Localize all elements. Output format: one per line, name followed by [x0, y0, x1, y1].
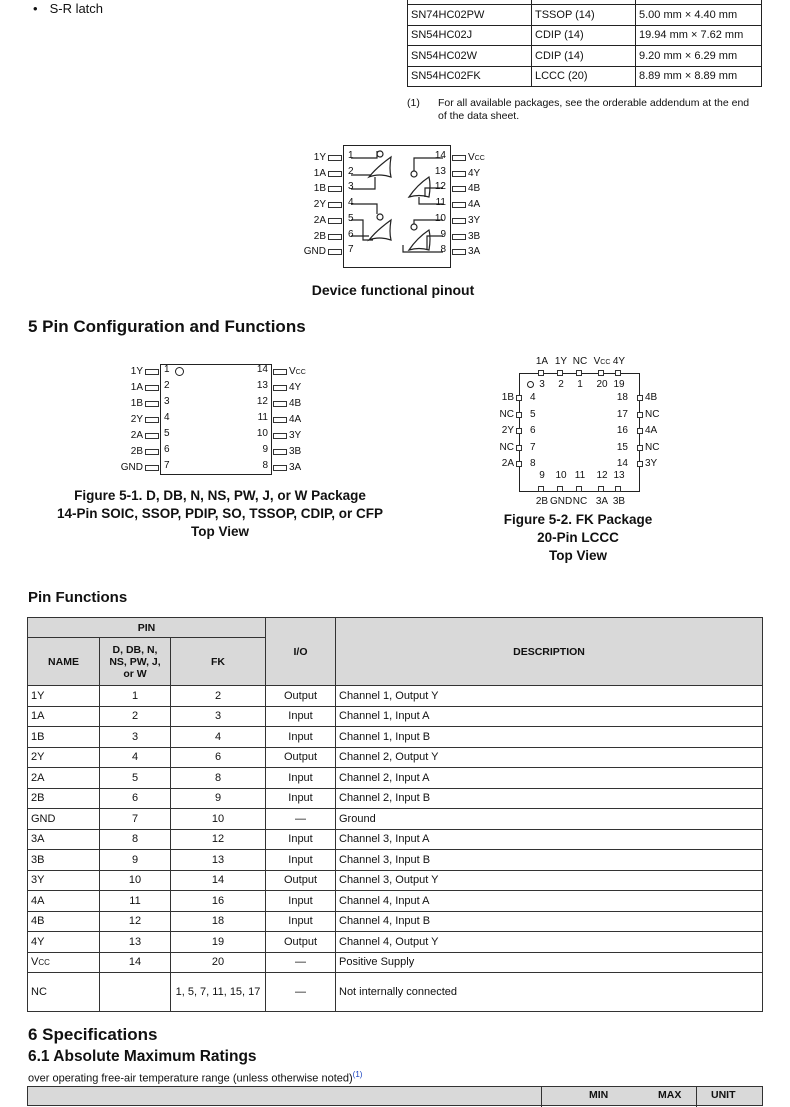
table-cell: 3 — [100, 727, 171, 748]
pin-pad — [516, 445, 522, 451]
pin-name-label: 1Y — [313, 152, 326, 163]
package-cell: SN54HC02J — [408, 25, 532, 45]
pin-number: 7 — [530, 441, 536, 453]
table-cell: Input — [266, 706, 336, 727]
package-row — [408, 25, 762, 45]
pin-name-label: 4Y — [612, 356, 626, 367]
pin-pad — [557, 486, 563, 492]
pin-lead — [452, 249, 466, 255]
table-cell: 1B — [28, 727, 100, 748]
table-cell: 3B — [28, 850, 100, 871]
pin-pad — [637, 428, 643, 434]
table-cell: 1, 5, 7, 11, 15, 17 — [171, 973, 266, 1012]
pin-lead — [273, 369, 287, 375]
pin-name-label: GND — [550, 496, 573, 507]
pin-name-label: 2A — [313, 214, 326, 226]
pin-number: 4 — [530, 392, 536, 403]
table-cell: 3A — [28, 829, 100, 850]
pin-lead — [328, 202, 342, 208]
package-cell: 5.00 mm × 4.40 mm — [636, 5, 762, 25]
pin-lead — [273, 433, 287, 439]
pin-number: 15 — [616, 441, 628, 453]
table-cell: Channel 2, Output Y — [336, 747, 763, 768]
pin-name-label: 4B — [468, 183, 481, 195]
table-cell: 2Y — [28, 747, 100, 768]
pin-lead — [145, 369, 159, 375]
pin-number: 3 — [348, 181, 354, 193]
table-cell: Output — [266, 870, 336, 891]
pin-lead — [273, 465, 287, 471]
package-cell: 8.89 mm × 8.89 mm — [636, 66, 762, 86]
package-table — [407, 0, 762, 87]
pin-lead — [452, 202, 466, 208]
table-cell: Ground — [336, 809, 763, 830]
pin-pad — [637, 395, 643, 401]
pin-functions-table: PIN I/O DESCRIPTION NAME D, DB, N, NS, PW, J, or W FK 1Y 1 2 Output Channel 1, Output Y 1A 2 3 Input Channel 1, Input A 1B 3 4 Input Channel 1, Input B 2Y 4 6 Output Channel 2, Output Y 2A 5 8 Input Channel 2, Input A 2B 6 9 Input Channel 2, Input B GND 7 10 — Ground 3A 8 12 Input Channel 3, Input A 3B 9 13 Input Channel 3, Input B 3Y 10 14 Output Channel 3, Output Y 4A 11 16 Input Channel 4, Input A 4B 12 18 Input Channel 4, Input B 4Y 13 19 Output Channel 4, Output Y VCC 14 20 — Positive Supply NC 1, 5, 7, 11, 15, 17 — Not internally connected — [27, 617, 763, 1012]
table-cell: Input — [266, 788, 336, 809]
bullet-item: • S-R latch — [33, 1, 104, 16]
caption-line: Figure 5-2. FK Package — [503, 512, 653, 527]
table-cell: 6 — [100, 788, 171, 809]
table-cell: Input — [266, 891, 336, 912]
pin-pad — [637, 412, 643, 418]
table-cell: 16 — [171, 891, 266, 912]
pin-number: 20 — [596, 379, 608, 390]
pin-number: 17 — [616, 408, 628, 420]
pin-number: 16 — [616, 425, 628, 436]
table-cell: 1Y — [28, 686, 100, 707]
pin-name-label: 3Y — [645, 458, 658, 469]
table-cell: Input — [266, 911, 336, 932]
pin-number: 5 — [530, 408, 536, 420]
pin-number: 11 — [435, 197, 446, 209]
pin-number: 8 — [530, 458, 536, 469]
pin-name-label: 3A — [595, 496, 609, 507]
pin-name-label: 2Y — [313, 199, 326, 211]
caption-line: Top View — [548, 548, 607, 563]
pin-name-label: GND — [303, 246, 326, 258]
pin-number: 5 — [348, 212, 354, 224]
pin-name-label: 4A — [468, 199, 481, 211]
functional-pinout-caption: Device functional pinout — [311, 282, 475, 298]
package-row — [408, 66, 762, 86]
pin-name-label: 2B — [130, 446, 143, 457]
table-cell: 11 — [100, 891, 171, 912]
pin-lead — [328, 249, 342, 255]
table-cell: 9 — [171, 788, 266, 809]
pin-number: 7 — [164, 460, 170, 471]
table-row — [28, 891, 763, 912]
pin-number: 13 — [613, 470, 625, 481]
table-cell: 1A — [28, 706, 100, 727]
table-cell: 10 — [171, 809, 266, 830]
table-cell: VCC — [28, 952, 100, 973]
pin-number: 8 — [440, 244, 446, 256]
pin-lead — [452, 186, 466, 192]
pin-pad — [538, 370, 544, 376]
pin-lead — [145, 449, 159, 455]
pin-number: 5 — [164, 428, 170, 439]
table-cell: NC — [28, 973, 100, 1012]
pin-lead — [145, 433, 159, 439]
pin-pad — [516, 412, 522, 418]
pin-number: 14 — [256, 364, 268, 375]
pin-name-label: 4Y — [468, 167, 481, 179]
pin-lead — [328, 171, 342, 177]
table-cell: Input — [266, 768, 336, 789]
pin-lead — [273, 449, 287, 455]
pin-name-label: 1B — [313, 183, 326, 195]
pin-number: 4 — [164, 412, 170, 423]
table-cell — [100, 973, 171, 1012]
pin-number: 2 — [164, 380, 170, 391]
pin-number: 19 — [613, 379, 625, 390]
table-row — [28, 768, 763, 789]
pin-name-label: 4A — [289, 414, 302, 425]
pin-lead — [145, 385, 159, 391]
pin-name-label: 4Y — [289, 382, 302, 393]
pin-number: 12 — [434, 181, 446, 193]
table-cell: 14 — [100, 952, 171, 973]
pin-number: 8 — [262, 460, 268, 471]
table-cell: 2A — [28, 768, 100, 789]
package-cell: 19.94 mm × 7.62 mm — [636, 25, 762, 45]
table-cell: Channel 3, Output Y — [336, 870, 763, 891]
table-cell: Channel 4, Output Y — [336, 932, 763, 953]
pin-number: 18 — [616, 392, 628, 403]
pin-number: 11 — [574, 470, 586, 481]
pin-number: 13 — [256, 380, 268, 391]
table-row — [28, 747, 763, 768]
table-row — [28, 973, 763, 1012]
pin-name-label: 4A — [645, 425, 658, 436]
table-cell: 13 — [171, 850, 266, 871]
table-cell: 9 — [100, 850, 171, 871]
table-cell: 5 — [100, 768, 171, 789]
pin-number: 12 — [596, 470, 608, 481]
table-cell: 4B — [28, 911, 100, 932]
table-cell: 4A — [28, 891, 100, 912]
table-cell: GND — [28, 809, 100, 830]
table-row — [28, 809, 763, 830]
pin-number: 7 — [348, 244, 354, 256]
pin-number: 6 — [530, 425, 536, 436]
table-cell: 18 — [171, 911, 266, 932]
pin-lead — [145, 465, 159, 471]
pin-number: 9 — [262, 444, 268, 455]
table-row — [28, 911, 763, 932]
table-cell: Channel 4, Input A — [336, 891, 763, 912]
pin-name-label: 3A — [468, 246, 481, 258]
figure-5-2-caption — [478, 511, 678, 565]
pin-name-label: NC — [572, 356, 588, 367]
table-row — [28, 850, 763, 871]
table-cell: Positive Supply — [336, 952, 763, 973]
table-cell: Output — [266, 686, 336, 707]
pin-name-label: 1B — [501, 392, 514, 403]
table-cell: 14 — [171, 870, 266, 891]
table-row — [28, 952, 763, 973]
pin-name-label: 3A — [289, 462, 302, 473]
table-cell: 4 — [100, 747, 171, 768]
pin-pad — [576, 370, 582, 376]
package-cell: SN54HC02FK — [408, 66, 532, 86]
table-cell: Channel 2, Input A — [336, 768, 763, 789]
caption-line: Top View — [190, 524, 249, 539]
table-cell: Input — [266, 727, 336, 748]
pin-number: 9 — [440, 228, 446, 240]
pin-number: 10 — [256, 428, 268, 439]
table-cell: 19 — [171, 932, 266, 953]
pin-number: 14 — [616, 458, 628, 469]
pin-name-label: NC — [645, 408, 660, 420]
bullet-icon: • — [33, 1, 38, 16]
table-row — [28, 686, 763, 707]
pin-pad — [615, 486, 621, 492]
table-cell: Channel 3, Input B — [336, 850, 763, 871]
pin-lead — [328, 186, 342, 192]
pin-lead — [145, 417, 159, 423]
pin-pad — [557, 370, 563, 376]
table-cell: 2 — [171, 686, 266, 707]
table-cell: 10 — [100, 870, 171, 891]
pin-number: 6 — [164, 444, 170, 455]
pin-name-label: 2Y — [501, 425, 514, 436]
caption-line: Figure 5-1. D, DB, N, NS, PW, J, or W Package — [74, 488, 366, 503]
table-cell: 4 — [171, 727, 266, 748]
table-cell: 3Y — [28, 870, 100, 891]
pin-number: 1 — [164, 364, 170, 375]
pin-lead — [328, 218, 342, 224]
pin-number: 4 — [348, 197, 354, 209]
pin-number: 3 — [164, 396, 170, 407]
table-cell: 3 — [171, 706, 266, 727]
pin-lead — [273, 417, 287, 423]
table-cell: 2 — [100, 706, 171, 727]
table-cell: Input — [266, 829, 336, 850]
ratings-table-header: MIN MAX UNIT — [27, 1086, 763, 1106]
table-cell: 8 — [100, 829, 171, 850]
table-cell: Channel 3, Input A — [336, 829, 763, 850]
table-cell: 8 — [171, 768, 266, 789]
pin-lead — [452, 234, 466, 240]
caption-line: 20-Pin LCCC — [537, 530, 619, 545]
pin-name-label: VCC — [289, 366, 306, 377]
table-cell: 6 — [171, 747, 266, 768]
pin-name-label: 1A — [535, 356, 549, 367]
table-row — [28, 829, 763, 850]
pin-pad — [576, 486, 582, 492]
pin-number: 1 — [348, 150, 354, 161]
figure-5-1-caption — [10, 487, 430, 541]
table-cell: Channel 4, Input B — [336, 911, 763, 932]
table-cell: Channel 2, Input B — [336, 788, 763, 809]
pin-name-label: 3B — [289, 446, 302, 457]
pin-name-label: VCC — [468, 152, 485, 163]
package-row — [408, 5, 762, 25]
package-cell: CDIP (14) — [532, 46, 636, 66]
pin-pad — [516, 428, 522, 434]
section-5-heading: 5 Pin Configuration and Functions — [28, 317, 306, 336]
pin-name-label: 1Y — [130, 366, 143, 377]
pin-name-label: 2B — [535, 496, 549, 507]
pin-name-label: NC — [645, 441, 660, 453]
pin-name-label: VCC — [593, 356, 611, 367]
pin-lead — [328, 234, 342, 240]
package-cell: CDIP (14) — [532, 25, 636, 45]
pin-pad — [516, 395, 522, 401]
table-cell: Output — [266, 747, 336, 768]
pin-name-label: 1A — [313, 167, 326, 179]
pin-name-label: NC — [499, 441, 514, 453]
pin-name-label: 1B — [130, 398, 143, 409]
table-cell: 20 — [171, 952, 266, 973]
pin-pad — [615, 370, 621, 376]
table-cell: Input — [266, 850, 336, 871]
table-row — [28, 932, 763, 953]
section-6-heading: 6 Specifications — [28, 1025, 158, 1044]
package-cell: SN74HC02PW — [408, 5, 532, 25]
pin-lead — [328, 155, 342, 161]
pin-pad — [516, 461, 522, 467]
table-cell: Channel 1, Output Y — [336, 686, 763, 707]
table-cell: — — [266, 809, 336, 830]
pin-lead — [273, 385, 287, 391]
pin-name-label: 4B — [645, 392, 658, 403]
pin1-marker-icon — [175, 367, 184, 376]
pin-number: 1 — [577, 379, 583, 390]
pin-name-label: 2A — [501, 458, 514, 469]
table-row — [28, 788, 763, 809]
table-cell: 2B — [28, 788, 100, 809]
pin-pad — [637, 445, 643, 451]
package-cell: 9.20 mm × 6.29 mm — [636, 46, 762, 66]
package-footnote: (1) For all available packages, see the orderable addendum at the end of the data sheet. — [407, 97, 750, 122]
table-cell: — — [266, 973, 336, 1012]
pin-name-label: 2A — [130, 430, 143, 441]
table-cell: Channel 1, Input B — [336, 727, 763, 748]
pin-lead — [452, 218, 466, 224]
pin-number: 14 — [434, 150, 446, 161]
section-6-1-heading: 6.1 Absolute Maximum Ratings — [28, 1048, 257, 1065]
table-cell: 1 — [100, 686, 171, 707]
pin-number: 9 — [539, 470, 545, 481]
pin-name-label: NC — [499, 408, 514, 420]
pin-lead — [145, 401, 159, 407]
table-cell: 13 — [100, 932, 171, 953]
package-row — [408, 46, 762, 66]
pin-number: 2 — [348, 165, 354, 177]
table-cell: — — [266, 952, 336, 973]
pin-name-label: GND — [120, 462, 143, 473]
pin-pad — [538, 486, 544, 492]
pin-number: 2 — [558, 379, 564, 390]
pin-pad — [598, 370, 604, 376]
pin-number: 12 — [256, 396, 268, 407]
table-row — [28, 727, 763, 748]
pin-name-label: 4B — [289, 398, 302, 409]
caption-line: 14-Pin SOIC, SSOP, PDIP, SO, TSSOP, CDIP, or CFP — [56, 506, 384, 521]
table-row — [28, 706, 763, 727]
package-cell: LCCC (20) — [532, 66, 636, 86]
table-cell: 12 — [171, 829, 266, 850]
pin-lead — [452, 171, 466, 177]
table-cell: Not internally connected — [336, 973, 763, 1012]
pin-pad — [598, 486, 604, 492]
pin-pad — [637, 461, 643, 467]
pin-number: 11 — [257, 412, 268, 423]
pin-functions-title: Pin Functions — [28, 589, 128, 606]
pin-name-label: NC — [572, 496, 588, 507]
pin-name-label: 2Y — [130, 414, 143, 425]
pin-number: 13 — [434, 165, 446, 177]
pin-name-label: 1Y — [554, 356, 568, 367]
pin-number: 10 — [434, 212, 446, 224]
pin-lead — [452, 155, 466, 161]
pin-name-label: 3B — [468, 230, 481, 242]
pin-number: 6 — [348, 228, 354, 240]
table-cell: Channel 1, Input A — [336, 706, 763, 727]
package-cell: TSSOP (14) — [532, 5, 636, 25]
table-cell: Output — [266, 932, 336, 953]
table-cell: 7 — [100, 809, 171, 830]
pin-name-label: 3Y — [289, 430, 302, 441]
table-cell: 12 — [100, 911, 171, 932]
pin-name-label: 1A — [130, 382, 143, 393]
pin-lead — [273, 401, 287, 407]
pin-number: 10 — [555, 470, 567, 481]
pin-name-label: 3B — [612, 496, 626, 507]
pin-number: 3 — [539, 379, 545, 390]
table-row — [28, 870, 763, 891]
package-cell: SN54HC02W — [408, 46, 532, 66]
pin-name-label: 3Y — [468, 214, 481, 226]
pin-name-label: 2B — [313, 230, 326, 242]
ratings-note: over operating free-air temperature range (unless otherwise noted)$^{(1)}$ — [28, 1070, 363, 1085]
table-cell: 4Y — [28, 932, 100, 953]
